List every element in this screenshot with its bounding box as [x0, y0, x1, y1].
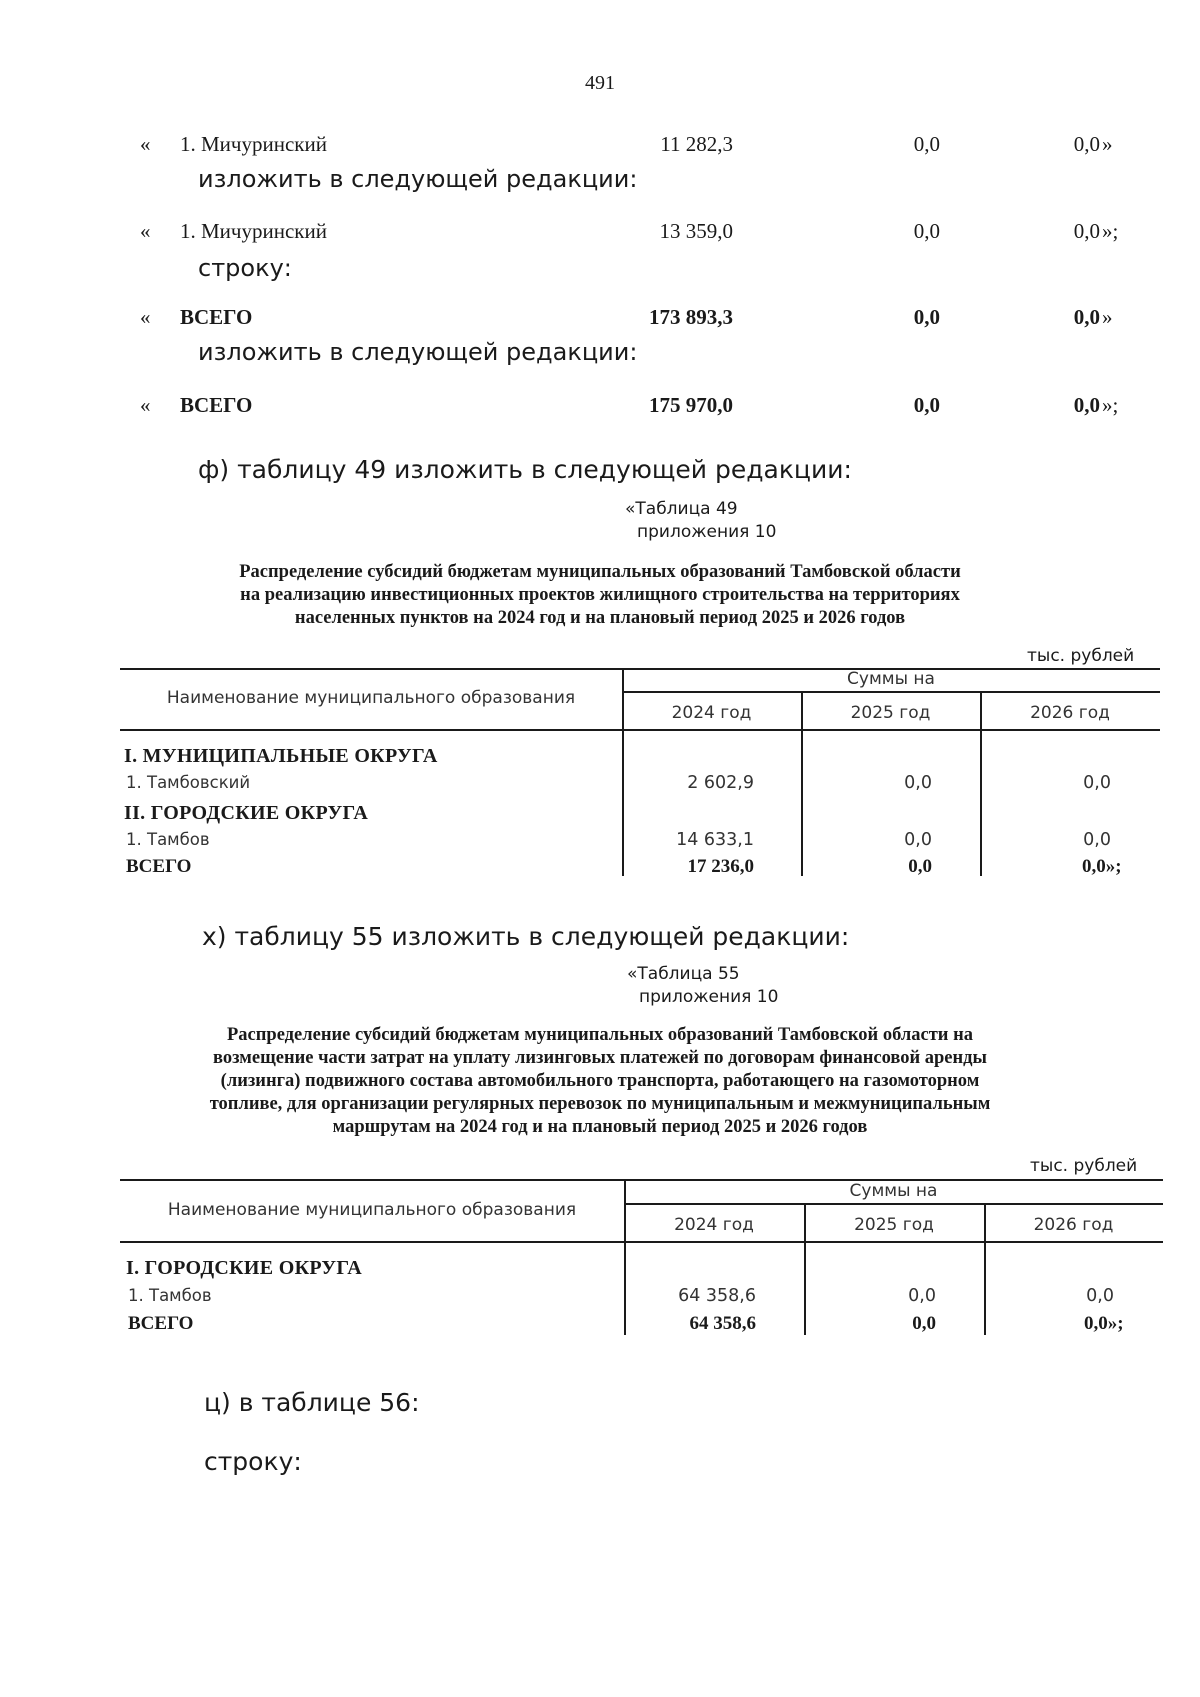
close-quote: »: [1102, 132, 1113, 156]
close-quote: »;: [1102, 219, 1119, 243]
row-name: ВСЕГО: [180, 393, 253, 417]
table55-total-2026: 0,0»;: [1084, 1313, 1124, 1334]
title-line: населенных пунктов на 2024 год и на плановый период 2025 и 2026 годов: [294, 608, 906, 628]
title-line: маршрутам на 2024 год и на плановый период 2025 и 2026 годов: [332, 1117, 868, 1137]
title-line: топливе, для организации регулярных перевозок по муниципальным и межмуниципальным: [209, 1094, 991, 1114]
line-instruction: строку:: [198, 254, 292, 282]
table49-caption-appendix: приложения 10: [637, 522, 777, 542]
table49-header-rule: [120, 729, 1160, 731]
table49-header-2024: 2024 год: [671, 703, 752, 723]
open-quote: «: [140, 305, 151, 329]
value-2025: 0,0: [913, 393, 940, 417]
table49-caption-number: «Таблица 49: [625, 499, 738, 519]
table49-title: [120, 561, 1080, 630]
table55-total-label: ВСЕГО: [128, 1313, 194, 1334]
table55-caption: [627, 963, 778, 1009]
close-quote: »;: [1102, 393, 1119, 417]
open-quote: «: [140, 393, 151, 417]
open-quote: «: [140, 132, 151, 156]
table49-row-2026: 0,0: [1083, 830, 1111, 850]
title-line: (лизинга) подвижного состава автомобильного транспорта, работающего на газомоторном: [220, 1071, 980, 1091]
table49-header-name: Наименование муниципального образования: [166, 688, 576, 708]
table49-row-name: 1. Тамбов: [126, 830, 210, 849]
value-2024: 173 893,3: [649, 305, 733, 329]
table49-header-2025: 2025 год: [850, 703, 931, 723]
table55-title: [95, 1024, 1105, 1139]
value-2025: 0,0: [913, 132, 940, 156]
value-2026: 0,0: [1073, 305, 1100, 329]
table55-header-sums: Суммы на: [849, 1181, 938, 1201]
value-2026: 0,0: [1073, 132, 1100, 156]
table55-caption-appendix: приложения 10: [639, 987, 779, 1007]
table55-row-2025: 0,0: [908, 1286, 936, 1306]
title-line: Распределение субсидий бюджетам муниципальных образований Тамбовской области: [239, 562, 961, 582]
table55-units: тыс. рублей: [1030, 1156, 1138, 1176]
table55-row-2026: 0,0: [1086, 1286, 1114, 1306]
value-2024: 175 970,0: [649, 393, 733, 417]
table55-header-2026: 2026 год: [1033, 1215, 1114, 1235]
restate-instruction-2: изложить в следующей редакции:: [198, 338, 638, 366]
table49-total-2026: 0,0»;: [1082, 856, 1122, 877]
value-2026: 0,0: [1073, 393, 1100, 417]
table49-row-2025: 0,0: [904, 830, 932, 850]
table49-total-label: ВСЕГО: [126, 856, 192, 877]
table49-header-sums: Суммы на: [847, 669, 935, 689]
table55-section-city-districts: I. ГОРОДСКИЕ ОКРУГА: [126, 1257, 362, 1279]
paragraph-line: строку:: [204, 1447, 302, 1476]
table55-header-2025: 2025 год: [854, 1215, 934, 1235]
table49-row-name: 1. Тамбовский: [126, 773, 251, 792]
table55-total-2025: 0,0: [912, 1313, 936, 1334]
row-name: 1. Мичуринский: [180, 219, 327, 243]
table49-total-2025: 0,0: [908, 856, 932, 877]
title-line: на реализацию инвестиционных проектов жилищного строительства на территориях: [240, 585, 960, 605]
table49-caption: [625, 498, 776, 544]
table49-section-municipal-districts: I. МУНИЦИПАЛЬНЫЕ ОКРУГА: [124, 745, 438, 767]
value-2025: 0,0: [913, 219, 940, 243]
row-name: 1. Мичуринский: [180, 132, 327, 156]
value-2026: 0,0: [1073, 219, 1100, 243]
table49-row-2026: 0,0: [1083, 773, 1111, 793]
table49-total-2024: 17 236,0: [687, 856, 754, 877]
table55-total-2024: 64 358,6: [689, 1313, 756, 1334]
row-name: ВСЕГО: [180, 305, 253, 329]
table49-sums-rule: [622, 691, 1160, 693]
table55-header-2024: 2024 год: [674, 1215, 754, 1235]
table49-row-2024: 14 633,1: [676, 830, 754, 850]
table55-header-rule: [120, 1241, 1163, 1243]
table55-row-name: 1. Тамбов: [128, 1286, 212, 1305]
table55-row-2024: 64 358,6: [678, 1286, 756, 1306]
value-2024: 11 282,3: [660, 132, 733, 156]
table49-units: тыс. рублей: [1027, 646, 1135, 666]
table55-caption-number: «Таблица 55: [627, 964, 740, 984]
page-number: 491: [585, 72, 615, 94]
paragraph-f: ф) таблицу 49 изложить в следующей редакции:: [198, 455, 852, 484]
paragraph-h: х) таблицу 55 изложить в следующей редакции:: [202, 922, 850, 951]
close-quote: »: [1102, 305, 1113, 329]
table49-row-2024: 2 602,9: [687, 773, 754, 793]
table49-header-2026: 2026 год: [1030, 703, 1110, 723]
title-line: возмещение части затрат на уплату лизинговых платежей по договорам финансовой аренды: [213, 1048, 987, 1068]
table55-col-divider: [624, 1179, 626, 1335]
table55-sums-rule: [624, 1203, 1163, 1205]
table49-row-2025: 0,0: [904, 773, 932, 793]
restate-instruction-1: изложить в следующей редакции:: [198, 165, 638, 193]
open-quote: «: [140, 219, 151, 243]
value-2024: 13 359,0: [659, 219, 733, 243]
paragraph-ts: ц) в таблице 56:: [204, 1388, 420, 1417]
title-line: Распределение субсидий бюджетам муниципальных образований Тамбовской области на: [226, 1025, 973, 1045]
table55-header-name: Наименование муниципального образования: [167, 1200, 577, 1220]
table49-section-city-districts: II. ГОРОДСКИЕ ОКРУГА: [124, 802, 369, 824]
value-2025: 0,0: [913, 305, 940, 329]
